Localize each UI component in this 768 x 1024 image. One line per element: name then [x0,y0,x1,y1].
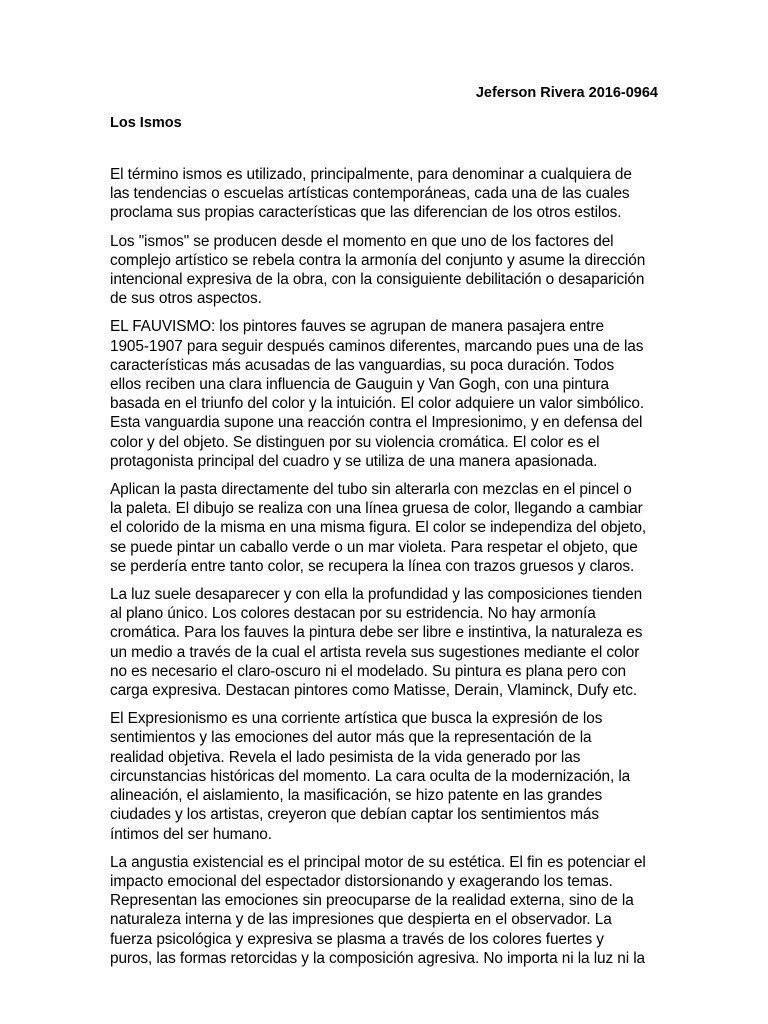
paragraph-line: características más acusadas de las vanguardias, su poca duración. Todos [110,356,615,374]
paragraph-line: puros, las formas retorcidas y la composición agresiva. No importa ni la luz ni la [110,949,645,967]
document-title: Los Ismos [110,115,182,131]
paragraph-3 [110,317,660,471]
paragraph-line: ciudades y los artistas, creyeron que debían captar los sentimientos más [110,806,599,824]
paragraph-line: El Expresionismo es una corriente artística que busca la expresión de los [110,710,603,728]
paragraph-line: sentimientos y las emociones del autor más que la representación de la [110,729,592,747]
paragraph-line: se perdería entre tanto color, se recupera la línea con trazos gruesos y claros. [110,557,635,575]
document-body [110,165,660,977]
paragraph-line: circunstancias históricas del momento. La cara oculta de la modernización, la [110,767,631,785]
paragraph-1 [110,165,660,223]
paragraph-line: fuerza psicológica y expresiva se plasma a través de los colores fuertes y [110,930,604,948]
paragraph-line: Aplican la pasta directamente del tubo sin alterarla con mezclas en el pincel o [110,481,632,499]
paragraph-line: La angustia existencial es el principal motor de su estética. El fin es potenciar el [110,853,646,871]
paragraph-line: no es necesario el claro-oscuro ni el modelado. Su pintura es plana pero con [110,662,626,680]
paragraph-line: la paleta. El dibujo se realiza con una línea gruesa de color, llegando a cambiar [110,500,643,518]
paragraph-line: proclama sus propias características que las diferencian de los otros estilos. [110,204,622,222]
paragraph-line: El término ismos es utilizado, principalmente, para denominar a cualquiera de [110,166,632,183]
paragraph-line: color y del objeto. Se distinguen por su violencia cromática. El color es el [110,433,600,451]
paragraph-line: complejo artístico se rebela contra la armonía del conjunto y asume la dirección [110,251,646,269]
paragraph-line: íntimos del ser humano. [110,825,272,843]
paragraph-line: carga expresiva. Destacan pintores como Matisse, Derain, Vlaminck, Dufy etc. [110,682,638,700]
paragraph-line: de sus otros aspectos. [110,290,262,308]
paragraph-line: al plano único. Los colores destacan por su estridencia. No hay armonía [110,605,596,623]
paragraph-line: alineación, el aislamiento, la masificación, se hizo patente en las grandes [110,787,603,805]
paragraph-line: 1905-1907 para seguir después caminos diferentes, marcando pues una de las [110,337,644,355]
paragraph-line: el colorido de la misma en una misma figura. El color se independiza del objeto, [110,519,647,537]
paragraph-line: un medio a través de la cual el artista revela sus sugestiones mediante el color [110,643,640,661]
paragraph-line: Esta vanguardia supone una reacción contra el Impresionimo, y en defensa del [110,414,643,432]
paragraph-7 [110,853,660,968]
paragraph-2 [110,232,660,309]
paragraph-line: las tendencias o escuelas artísticas contemporáneas, cada una de las cuales [110,185,630,203]
paragraph-line: impacto emocional del espectador distorsionando y exagerando los temas. [110,872,613,890]
paragraph-line: Los "ismos" se producen desde el momento en que uno de los factores del [110,232,614,250]
paragraph-line: basada en el triunfo del color y la intuición. El color adquiere un valor simbólico. [110,395,644,413]
paragraph-line: intencional expresiva de la obra, con la consiguiente debilitación o desaparición [110,271,645,289]
author-line: Jeferson Rivera 2016-0964 [475,85,658,101]
paragraph-line: protagonista principal del cuadro y se utiliza de una manera apasionada. [110,452,598,470]
paragraph-line: se puede pintar un caballo verde o un mar violeta. Para respetar el objeto, que [110,538,638,556]
paragraph-4 [110,480,660,576]
paragraph-line: Representan las emociones sin preocuparse de la realidad externa, sino de la [110,892,634,910]
paragraph-line: EL FAUVISMO: los pintores fauves se agrupan de manera pasajera entre [110,318,604,336]
paragraph-line: cromática. Para los fauves la pintura debe ser libre e instintiva, la naturaleza es [110,624,643,642]
paragraph-line: realidad objetiva. Revela el lado pesimista de la vida generado por las [110,748,581,766]
paragraph-line: ellos reciben una clara influencia de Gauguin y Van Gogh, con una pintura [110,376,609,394]
paragraph-line: La luz suele desaparecer y con ella la profundidad y las composiciones tienden [110,586,643,604]
paragraph-5 [110,585,660,700]
paragraph-line: naturaleza interna y de las impresiones que despierta en el observador. La [110,911,612,929]
paragraph-6 [110,709,660,843]
